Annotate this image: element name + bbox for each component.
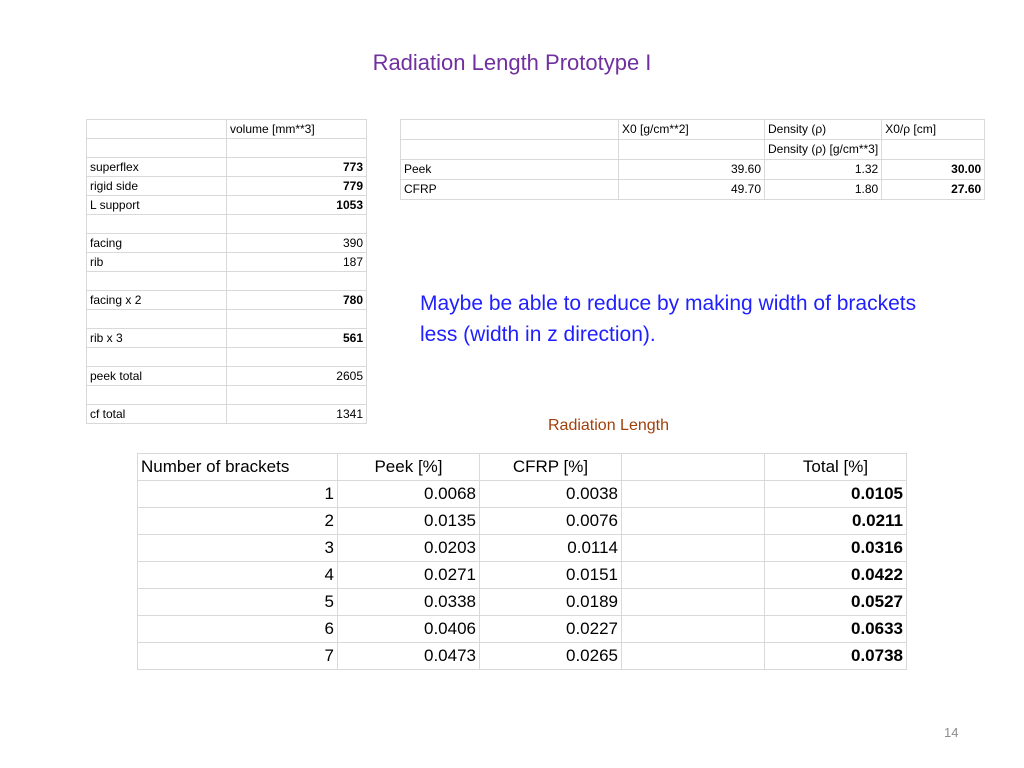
volume-table-row — [87, 291, 367, 310]
radiation-length-row — [138, 562, 907, 589]
volume-table-row — [87, 253, 367, 272]
rl-header-blank — [622, 454, 765, 481]
material-table-row — [401, 180, 985, 200]
volume-row-label: rib — [87, 253, 227, 272]
volume-row-value: 1341 — [227, 405, 367, 424]
volume-row-label — [87, 215, 227, 234]
note-text: Maybe be able to reduce by making width of brackets less (width in z direction). — [420, 292, 917, 346]
rl-cfrp: 0.0076 — [480, 508, 622, 535]
material-x0: 39.60 — [619, 160, 765, 180]
volume-row-label: facing — [87, 234, 227, 253]
volume-row-value: 2605 — [227, 367, 367, 386]
material-x0: 49.70 — [619, 180, 765, 200]
rl-brackets: 5 — [138, 589, 338, 616]
rl-peek: 0.0406 — [338, 616, 480, 643]
volume-row-label — [87, 386, 227, 405]
volume-table-row — [87, 215, 367, 234]
volume-row-label: cf total — [87, 405, 227, 424]
volume-row-label: rib x 3 — [87, 329, 227, 348]
rl-header-brackets: Number of brackets — [138, 454, 338, 481]
volume-row-label: L support — [87, 196, 227, 215]
volume-row-label — [87, 139, 227, 158]
volume-table-row — [87, 405, 367, 424]
volume-row-label: superflex — [87, 158, 227, 177]
volume-row-value: 773 — [227, 158, 367, 177]
rl-header-cfrp: CFRP [%] — [480, 454, 622, 481]
volume-table-row — [87, 158, 367, 177]
material-density: 1.32 — [765, 160, 882, 180]
page-number: 14 — [944, 725, 959, 740]
rl-total: 0.0527 — [765, 589, 907, 616]
rl-cfrp: 0.0265 — [480, 643, 622, 670]
rl-total: 0.0105 — [765, 481, 907, 508]
volume-table-row — [87, 329, 367, 348]
volume-table-row — [87, 139, 367, 158]
material-header-density: Density (ρ) — [765, 120, 882, 140]
volume-row-value: 779 — [227, 177, 367, 196]
material-header-name — [401, 120, 619, 140]
volume-table-row — [87, 272, 367, 291]
rl-total: 0.0738 — [765, 643, 907, 670]
radiation-length-table — [137, 453, 907, 670]
volume-table — [86, 119, 367, 424]
material-density: 1.80 — [765, 180, 882, 200]
volume-row-label — [87, 310, 227, 329]
volume-row-value — [227, 215, 367, 234]
volume-table-row — [87, 348, 367, 367]
material-table — [400, 119, 985, 200]
volume-row-value — [227, 272, 367, 291]
volume-row-value — [227, 348, 367, 367]
rl-brackets: 4 — [138, 562, 338, 589]
volume-table-row — [87, 196, 367, 215]
material-x0-over-rho: 30.00 — [882, 160, 985, 180]
rl-brackets: 2 — [138, 508, 338, 535]
volume-row-value — [227, 139, 367, 158]
slide-title: Radiation Length Prototype I — [372, 50, 652, 75]
rl-blank — [622, 535, 765, 562]
rl-total: 0.0633 — [765, 616, 907, 643]
radiation-length-row — [138, 508, 907, 535]
rl-total: 0.0422 — [765, 562, 907, 589]
rl-cfrp: 0.0227 — [480, 616, 622, 643]
material-name: Peek — [401, 160, 619, 180]
material-x0-over-rho: 27.60 — [882, 180, 985, 200]
rl-blank — [622, 508, 765, 535]
volume-row-label — [87, 272, 227, 291]
rl-brackets: 7 — [138, 643, 338, 670]
rl-peek: 0.0473 — [338, 643, 480, 670]
material-header2-x0 — [619, 140, 765, 160]
volume-table-row — [87, 367, 367, 386]
volume-row-value: 1053 — [227, 196, 367, 215]
volume-row-value — [227, 386, 367, 405]
material-header-x0: X0 [g/cm**2] — [619, 120, 765, 140]
material-table-header-row-1 — [401, 120, 985, 140]
radiation-length-row — [138, 643, 907, 670]
rl-header-total: Total [%] — [765, 454, 907, 481]
rl-brackets: 1 — [138, 481, 338, 508]
rl-brackets: 6 — [138, 616, 338, 643]
rl-peek: 0.0068 — [338, 481, 480, 508]
rl-cfrp: 0.0114 — [480, 535, 622, 562]
rl-header-peek: Peek [%] — [338, 454, 480, 481]
material-table-row — [401, 160, 985, 180]
rl-blank — [622, 481, 765, 508]
rl-peek: 0.0271 — [338, 562, 480, 589]
radiation-length-title: Radiation Length — [548, 417, 669, 434]
radiation-length-row — [138, 535, 907, 562]
radiation-length-row — [138, 616, 907, 643]
rl-blank — [622, 589, 765, 616]
radiation-length-row — [138, 589, 907, 616]
rl-total: 0.0211 — [765, 508, 907, 535]
volume-table-row — [87, 234, 367, 253]
volume-table-row — [87, 177, 367, 196]
volume-table-row — [87, 386, 367, 405]
radiation-length-header — [138, 454, 907, 481]
volume-header-value: volume [mm**3] — [227, 120, 367, 139]
rl-total: 0.0316 — [765, 535, 907, 562]
volume-row-value — [227, 310, 367, 329]
volume-table-header — [87, 120, 367, 139]
rl-cfrp: 0.0151 — [480, 562, 622, 589]
volume-row-value: 187 — [227, 253, 367, 272]
material-name: CFRP — [401, 180, 619, 200]
rl-cfrp: 0.0189 — [480, 589, 622, 616]
material-header-x0-over-rho: X0/ρ [cm] — [882, 120, 985, 140]
rl-cfrp: 0.0038 — [480, 481, 622, 508]
material-header2-density-unit: Density (ρ) [g/cm**3] — [765, 140, 882, 160]
volume-row-value: 780 — [227, 291, 367, 310]
material-table-header-row-2 — [401, 140, 985, 160]
rl-blank — [622, 562, 765, 589]
material-header2-name — [401, 140, 619, 160]
radiation-length-row — [138, 481, 907, 508]
material-header2-x0-over-rho — [882, 140, 985, 160]
volume-row-value: 561 — [227, 329, 367, 348]
rl-brackets: 3 — [138, 535, 338, 562]
volume-row-label: facing x 2 — [87, 291, 227, 310]
rl-blank — [622, 643, 765, 670]
rl-peek: 0.0135 — [338, 508, 480, 535]
rl-peek: 0.0203 — [338, 535, 480, 562]
volume-row-label — [87, 348, 227, 367]
rl-peek: 0.0338 — [338, 589, 480, 616]
volume-header-label — [87, 120, 227, 139]
volume-table-row — [87, 310, 367, 329]
volume-row-label: peek total — [87, 367, 227, 386]
volume-row-label: rigid side — [87, 177, 227, 196]
rl-blank — [622, 616, 765, 643]
volume-row-value: 390 — [227, 234, 367, 253]
